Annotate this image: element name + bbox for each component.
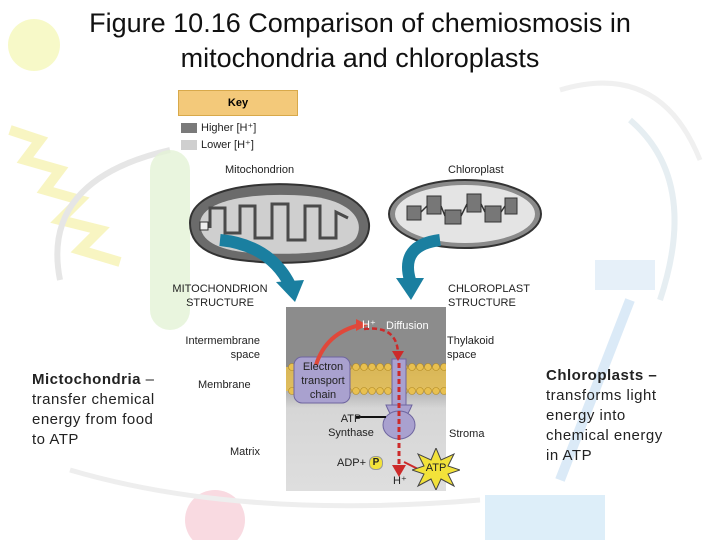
h-plus-bottom: H⁺ xyxy=(393,475,407,487)
key-lower-label: Lower [H⁺] xyxy=(201,139,254,151)
chloroplast-label: Chloroplast xyxy=(448,164,504,176)
chloro-desc-line-5: in ATP xyxy=(546,447,593,464)
chloroplast-description xyxy=(546,366,706,466)
page-title xyxy=(0,6,720,76)
atp-synthase-line-1: ATP xyxy=(340,413,362,425)
intermembrane-line-1: Intermembrane xyxy=(185,335,260,347)
etc-line-1: Electron xyxy=(302,361,344,373)
mito-structure-line-1: MITOCHONDRION xyxy=(172,283,268,295)
mitochondria-description xyxy=(32,370,182,450)
key-higher-label: Higher [H⁺] xyxy=(201,122,257,134)
etc-label xyxy=(294,360,352,402)
title-line-2: mitochondria and chloroplasts xyxy=(180,43,540,73)
mito-desc-line-3: energy from food xyxy=(32,411,154,428)
atp-synthase-label xyxy=(322,412,380,440)
chloro-desc-line-1 xyxy=(546,366,706,386)
chloro-structure-line-2: STRUCTURE xyxy=(448,297,516,309)
mito-desc-line-4: to ATP xyxy=(32,431,79,448)
phosphate-badge: P xyxy=(369,456,383,470)
thylakoid-label xyxy=(447,334,494,362)
mito-desc-line-1 xyxy=(32,370,182,390)
thylakoid-line-2: space xyxy=(447,349,477,361)
membrane-label: Membrane xyxy=(198,379,251,391)
key-header: Key xyxy=(178,90,298,116)
key-lower xyxy=(181,138,254,152)
adp-label: ADP+ xyxy=(337,457,367,469)
matrix-label: Matrix xyxy=(230,446,260,458)
mito-desc-dash: – xyxy=(141,371,155,388)
intermembrane-label xyxy=(150,334,260,362)
atp-synthase-line-2: Synthase xyxy=(328,427,374,439)
stroma-label: Stroma xyxy=(449,428,485,440)
mitochondrion-label: Mitochondrion xyxy=(225,164,295,176)
diffusion-label: Diffusion xyxy=(386,320,429,332)
atp-label: ATP xyxy=(425,462,447,474)
intermembrane-line-2: space xyxy=(230,349,260,361)
chloro-structure-label xyxy=(448,282,530,310)
etc-line-2: transport xyxy=(301,375,345,387)
chloro-structure-line-1: CHLOROPLAST xyxy=(448,283,530,295)
h-plus-top: H⁺ xyxy=(362,319,376,331)
chloro-desc-term: Chloroplasts – xyxy=(546,367,658,384)
chloro-desc-line-2: transforms light xyxy=(546,387,657,404)
mito-desc-line-2: transfer chemical xyxy=(32,391,155,408)
chloro-desc-line-3: energy into xyxy=(546,407,626,424)
higher-swatch xyxy=(181,123,197,133)
mito-desc-term: Mictochondria xyxy=(32,371,142,388)
title-line-1: Figure 10.16 Comparison of chemiosmosis in xyxy=(89,8,631,38)
thylakoid-line-1: Thylakoid xyxy=(447,335,495,347)
etc-line-3: chain xyxy=(309,389,337,401)
lower-swatch xyxy=(181,140,197,150)
key-higher xyxy=(181,121,256,135)
mito-structure-line-2: STRUCTURE xyxy=(186,297,254,309)
mito-structure-label xyxy=(165,282,275,310)
chloro-desc-line-4: chemical energy xyxy=(546,427,663,444)
